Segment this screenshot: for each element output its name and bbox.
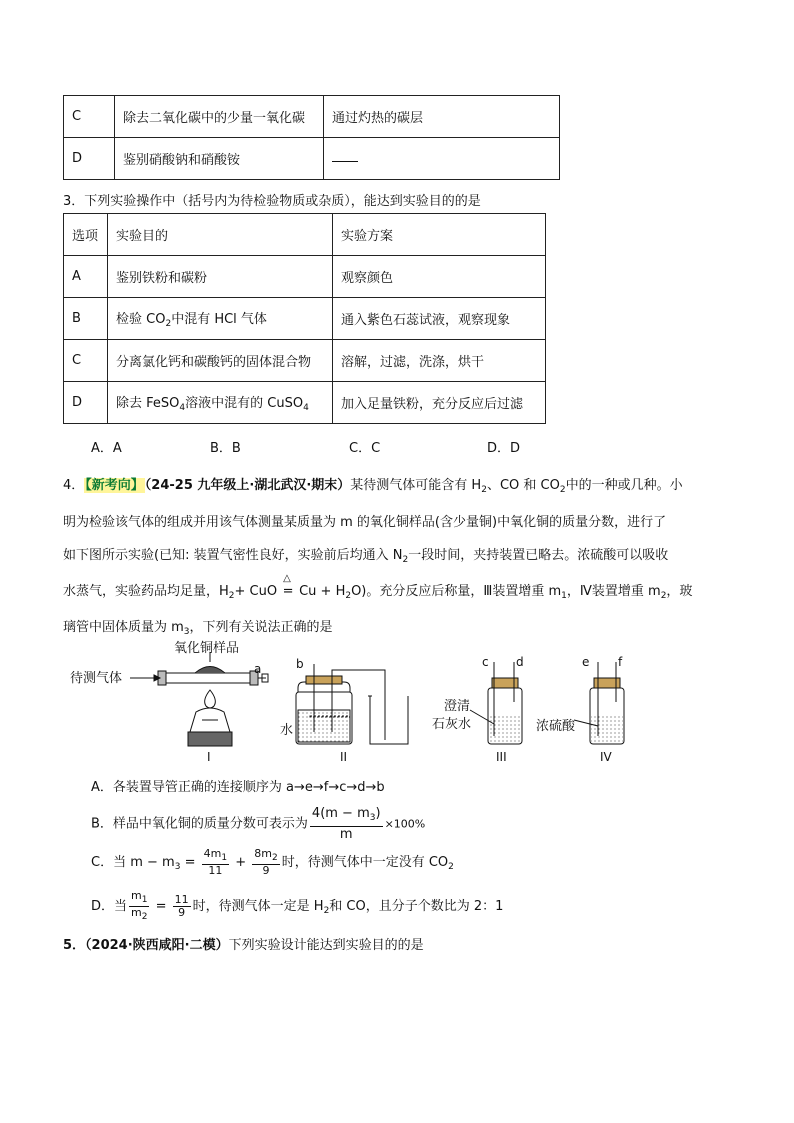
numerator: m <box>131 889 142 902</box>
subscript: 3 <box>174 862 181 872</box>
stem-text: ，下列有关说法正确的是 <box>189 620 333 635</box>
q4-line-4 <box>63 573 693 601</box>
option-text: B．样品中氧化铜的质量分数可表示为 <box>91 816 308 832</box>
roman-i: I <box>207 750 211 764</box>
denominator: 9 <box>262 864 270 877</box>
question-number: 5． <box>63 938 86 953</box>
fraction <box>202 848 229 877</box>
roman-iii: III <box>496 750 507 764</box>
numerator: 4m <box>203 847 222 860</box>
q4-option-c[interactable] <box>91 848 454 877</box>
table-cell-method <box>324 138 560 180</box>
apparatus-figure <box>70 640 630 765</box>
option-text: ×100% <box>384 817 426 831</box>
option-text: C．当 m − m <box>91 855 175 870</box>
numerator: 4(m − m <box>311 806 370 821</box>
new-trend-tag: 【新考向】 <box>85 478 144 493</box>
device-iv <box>574 662 624 744</box>
subscript: 2 <box>271 853 278 863</box>
table-q3 <box>63 213 546 424</box>
choice-d[interactable]: D．D <box>487 441 521 456</box>
stem-text: 如下图所示实验(已知: 装置气密性良好，实验前后均通入 N <box>63 548 403 563</box>
subscript: 2 <box>660 591 667 601</box>
numerator: ) <box>375 806 381 821</box>
denominator: m <box>131 906 142 919</box>
label-b: b <box>296 657 304 671</box>
label-water: 水 <box>280 723 294 738</box>
subscript: 2 <box>345 591 352 601</box>
stem-text: 某待测气体可能含有 H <box>350 478 482 493</box>
table-cell-goal: 鉴别铁粉和碳粉 <box>108 256 333 298</box>
label-test-gas: 待测气体 <box>70 671 123 686</box>
denominator: m <box>339 827 353 842</box>
subscript: 4 <box>303 403 309 413</box>
subscript: 2 <box>448 862 454 872</box>
q4-line-2: 明为检验该气体的组成并用该气体测量某质量为 m 的氧化铜样品(含少量铜)中氧化铜的质量分数，进行了 <box>63 515 667 530</box>
heat-equals-sign: △ = <box>282 573 294 599</box>
subscript: 1 <box>221 853 228 863</box>
table-cell-opt: D <box>64 382 108 424</box>
stem-text: Cu + H <box>299 584 346 599</box>
q4-line-3 <box>63 544 668 565</box>
device-i <box>130 652 268 746</box>
table-header-opt: 选项 <box>64 214 108 256</box>
stem-text: ，Ⅳ装置增重 m <box>566 584 661 599</box>
option-text: = <box>151 899 171 914</box>
roman-ii: II <box>340 750 348 764</box>
fraction <box>173 894 191 919</box>
label-lime-2: 石灰水 <box>432 717 472 732</box>
table-header-method: 实验方案 <box>333 214 546 256</box>
table-cell-method: 通过灼热的碳层 <box>324 96 560 138</box>
table-cell-method: 加入足量铁粉，充分反应后过滤 <box>333 382 546 424</box>
fraction <box>252 848 279 877</box>
roman-iv: IV <box>600 750 612 764</box>
denominator: 9 <box>178 906 186 919</box>
stem-text: 一段时间，夹持装置已略去。浓硫酸可以吸收 <box>408 548 669 563</box>
stem-text: 中的一种或几种。小 <box>565 478 683 493</box>
goal-text: 溶液中混有的 CuSO <box>185 396 304 411</box>
fraction <box>129 890 149 923</box>
goal-text: 除去 FeSO <box>116 396 180 411</box>
subscript: 2 <box>228 591 235 601</box>
stem-text: + CuO <box>234 584 278 599</box>
label-acid: 浓硫酸 <box>536 719 576 734</box>
table-cell-opt: C <box>64 340 108 382</box>
subscript: 2 <box>481 485 487 495</box>
subscript: 1 <box>561 591 567 601</box>
table-cell-opt: A <box>64 256 108 298</box>
option-text: D．当 <box>91 899 128 914</box>
subscript: 2 <box>402 555 409 565</box>
choice-b[interactable]: B．B <box>210 441 241 456</box>
option-text: 时，待测气体中一定没有 CO <box>281 855 449 870</box>
stem-text: ，玻 <box>666 584 693 599</box>
stem-text: 璃管中固体质量为 m <box>63 620 184 635</box>
table-cell-method: 通入紫色石蕊试液，观察现象 <box>333 298 546 340</box>
label-f: f <box>618 655 623 669</box>
table-cell-goal: 分离氯化钙和碳酸钙的固体混合物 <box>108 340 333 382</box>
label-e: e <box>582 655 590 669</box>
stem-text: 、CO 和 CO <box>486 478 560 493</box>
table-cell-opt: C <box>64 96 115 138</box>
subscript: 2 <box>559 485 566 495</box>
blank-line <box>332 151 358 162</box>
q4-line-5 <box>63 616 333 637</box>
option-text: 和 CO，且分子个数比为 2：1 <box>329 899 504 914</box>
question-source: （2024·陕西咸阳·二模） <box>85 938 229 953</box>
numerator: 11 <box>174 893 189 906</box>
table-cell-method: 溶解，过滤，洗涤，烘干 <box>333 340 546 382</box>
subscript: 2 <box>165 319 172 329</box>
fraction <box>310 806 383 842</box>
subscript: 2 <box>323 906 330 916</box>
goal-text: 检验 CO <box>116 312 166 327</box>
device-iii <box>470 662 522 744</box>
label-a: a <box>254 662 262 676</box>
choice-c[interactable]: C．C <box>349 441 381 456</box>
label-sample: 氧化铜样品 <box>174 641 240 656</box>
q4-line-1 <box>63 474 683 495</box>
subscript: 1 <box>141 895 148 905</box>
numerator: 8m <box>254 847 272 860</box>
device-ii <box>296 664 408 744</box>
option-text: + <box>231 855 251 870</box>
table-cell-opt: B <box>64 298 108 340</box>
table-cell-opt: D <box>64 138 115 180</box>
stem-text: 下列实验设计能达到实验目的的是 <box>228 938 424 953</box>
q4-option-d[interactable] <box>91 890 503 923</box>
subscript: 2 <box>141 912 148 922</box>
question-number: 4． <box>63 478 85 493</box>
table-cell-method: 观察颜色 <box>333 256 546 298</box>
table-cell-goal <box>108 298 333 340</box>
table-top <box>63 95 560 180</box>
q5-stem <box>63 934 424 953</box>
table-cell-goal: 除去二氧化碳中的少量一氧化碳 <box>115 96 324 138</box>
option-text: 时，待测气体一定是 H <box>192 899 324 914</box>
choice-a[interactable]: A．A <box>91 441 122 456</box>
stem-text: O)。充分反应后称量，Ⅲ装置增重 m <box>351 584 562 599</box>
q4-option-a[interactable]: A．各装置导管正确的连接顺序为 a→e→f→c→d→b <box>91 780 385 795</box>
table-cell-goal <box>108 382 333 424</box>
q4-option-b[interactable] <box>91 806 425 842</box>
denominator: 11 <box>208 864 223 877</box>
stem-text: 水蒸气，实验药品均足量，H <box>63 584 229 599</box>
label-d: d <box>516 655 524 669</box>
table-header-goal: 实验目的 <box>108 214 333 256</box>
label-lime-1: 澄清 <box>444 699 471 714</box>
label-c: c <box>482 655 489 669</box>
option-text: = <box>180 855 200 870</box>
subscript: 3 <box>183 627 190 637</box>
subscript: 4 <box>179 403 186 413</box>
question-source: （24-25 九年级上·湖北武汉·期末） <box>144 478 351 493</box>
table-cell-goal: 鉴别硝酸钠和硝酸铵 <box>115 138 324 180</box>
goal-text: 中混有 HCl 气体 <box>171 312 267 327</box>
q3-stem: 3．下列实验操作中（括号内为待检验物质或杂质），能达到实验目的的是 <box>63 194 481 209</box>
subscript: 3 <box>369 813 376 823</box>
